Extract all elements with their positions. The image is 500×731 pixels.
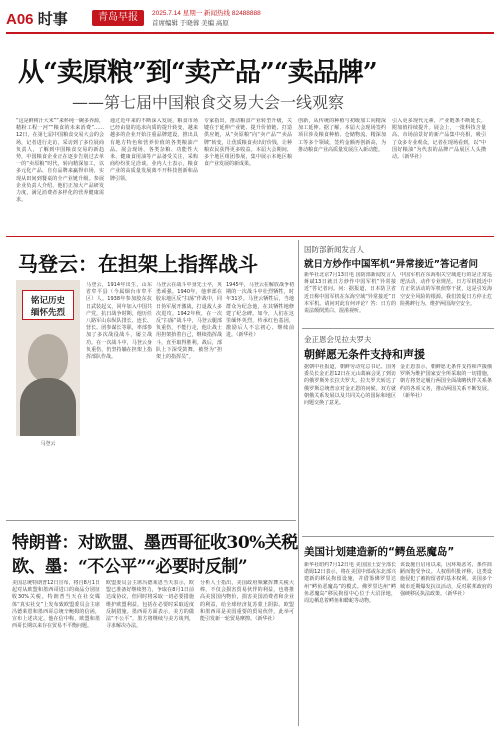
section-label [6, 8, 68, 29]
article5-col-1: 据朝中社报道，朝鲜劳动党总书记、国务委员长金正恩12日在元山葛麻会见了到访的俄罗斯外长拉夫罗夫。拉夫罗夫转达了俄罗斯总统普京对金正恩的问候。双方就朝俄关系发展以及共同关心的国际和地区问题交换了意见。 [304, 364, 396, 407]
article3-title-line-1: 特朗普：对欧盟、墨西哥征收30%关税 [12, 533, 298, 553]
header-rule [6, 32, 494, 34]
article5-title: 朝鲜愿无条件支持和声援 [304, 348, 425, 361]
article6-col-2: 该设施自启用以来，因环境恶劣、条件简陋而饱受争议。人权组织批评称，这类设施侵犯了被拘留者的基本权利。美国多个城市近期爆发抗议活动，反对联邦政府的强硬移民执法政策。（新华社） [400, 562, 492, 597]
article5-col-2: 金正恩表示，朝鲜愿无条件支持和声援俄罗斯为维护国家安全所采取的一切措施，朝方将坚定履行两国全面战略伙伴关系条约的各项义务，推动两国关系不断发展。（新华社） [400, 364, 492, 399]
badge-line-2: 缅怀先烈 [30, 308, 65, 318]
article5-bottom-rule [302, 536, 494, 537]
article3-col-3: 分析人士指出，美国政府频繁挥舞关税大棒，不仅会损害贸易伙伴的利益，也将推高美国国内物价，损害美国消费者和企业的利益，给全球经济复苏蒙上阴影。欧盟和墨西哥是美国重要的贸易伙伴，此举可能引发新一轮贸易摩擦。（新华社） [200, 580, 294, 623]
page-header [6, 6, 494, 30]
article4-bottom-rule [302, 328, 494, 329]
portrait-body [20, 378, 76, 436]
article3-col-1: 美国总统特朗普12日宣布，将自8月1日起对从欧盟和墨西哥进口的商品分别征收30%关税。特朗普当天在社交媒体“真实社交”上发布致欧盟委员会主席冯德莱恩和墨西哥总统辛鲍姆的信函，宣布上述决定。他在信中称，欧盟和墨西哥长期以来存在贸易不平衡问题。 [12, 580, 100, 630]
section-name: 时事 [37, 11, 68, 28]
editor-line: 首席编辑 于晓蓉 美编 高原 [152, 20, 229, 27]
article2-bottom-rule [6, 520, 296, 521]
article1-title: 从“卖原粮”到“卖产品”“卖品牌” [18, 58, 377, 88]
article2-title: 马登云：在担架上指挥战斗 [18, 252, 258, 276]
article5-kicker: 金正恩会见拉夫罗夫 [304, 335, 372, 344]
badge-line-1: 铭记历史 [30, 296, 65, 306]
portrait-face [28, 334, 68, 382]
newspaper-logo: 青岛早报 [92, 10, 144, 26]
article1-col-3: 专家指出，推动粮食产业转型升级，关键在于延伸产业链、提升价值链、打造供应链，从“卖原粮”向“卖产品”“卖品牌”转变，让优质粮食卖出好价钱，让种粮农民获得更多收益。本届大会期间，多个地区组团参展，集中展示本地区粮食产业发展的新成果。 [204, 118, 292, 168]
article2-col-3: 1945年，马登云在解放战争初期的一次战斗中壮烈牺牲，时年31岁。马登云牺牲后，当地群众为纪念他，在其牺牲地修建了纪念碑。如今，人们在这里缅怀英烈，传承红色基因，激励后人不忘初心、继续前进。（新华社） [226, 282, 294, 339]
issue-date-line: 2025.7.14 星期一 新闻热线 82488888 [152, 10, 261, 17]
portrait-caption: 马登云 [40, 441, 56, 447]
article4-col-1: 新华社北京7月13日电 国防部新闻发言人蒋斌13日就日方炒作中国军机“异常接近”答记者问。问：据报道，日本防卫省近日称中国军机在东海空域“异常接近”日本军机。请问对此有何评论？答：日方的说法颠倒黑白、混淆视听。 [304, 272, 396, 315]
article1-col-4: 创新，从传统的种植与初级加工向精深加工延伸。据了解，本届大会现场签约项目涉及粮食种植、仓储物流、精深加工等多个领域，签约金额再创新高，为推动粮食产业高质量发展注入新动能。 [298, 118, 386, 153]
memorial-badge [22, 290, 74, 320]
article1-col-1: “这是鲜树汁大米”“来杯纯一碗多养源，精粉工程一河”“粮食的未来消费”……12日，在第七届中国粮食交易大会的会场，记者进行走访，采访到了多位展商负责人，了解到中国粮食交易的新趋势，中国粮食企业正在逐步告别过去单一的“卖原粮”时代，转向精深加工，以多元化产品、自有品牌来赢得市场，实现从田间到餐桌的全产业链升级。参展企业负责人介绍，他们正加大产品研发力度，满足消费者多样化的营养健康需求。 [16, 118, 104, 204]
article1-col-2: 通过近年来的不断深入发展，粮食市场已经由量的追求向质的提升转变，越来越多的企业开始注重品牌建设，推出具有地方特色和营养价值的各类粮油产品。展会现场，各类杂粮、功能性大米、健康食用油等产品备受关注，采购商纷纷驻足洽谈。业内人士表示，粮食产业的高质量发展离不开科技创新和品牌引领。 [110, 118, 198, 182]
article3-col-2: 欧盟委员会主席冯德莱恩当天表示，欧盟已准备好继续努力，争取在8月1日前达成协议，但同时将采取一切必要措施维护欧盟利益，包括在必要时采取适度反制措施。墨西哥方面表示，美方的做法“不公平”，墨方将继续与美方谈判，寻求解决办法。 [106, 580, 194, 630]
article2-col-2: 马登云在战斗中身先士卒，英勇顽强。1940年，他率部在胶东地区反“扫荡”作战中，同日伪军展开激战，打退敌人多次进攻。1942年秋，在一次反“扫荡”战斗中，马登云腿部负重伤，不能行走，他让战士用担架抬着自己，继续指挥战斗，直至取得胜利。战后，部队上下深受鼓舞，被誉为“担架上的指挥员”。 [156, 282, 222, 361]
section-number: A06 [6, 11, 34, 28]
article4-title: 就日方炒作中国军机“异常接近”答记者问 [304, 259, 478, 270]
article6-col-1: 新华社纽约7月12日电 美国国土安全部长诺姆12日表示，将在美国中部或东北部兴建新的移民拘留设施，并借鉴佛罗里达州“鳄鱼恶魔岛”的模式。佛罗里达州“鳄鱼恶魔岛”移民拘留中心位于大沼泽地，周边栖息着鳄鱼和蟒蛇等动物。 [304, 562, 396, 605]
article1-subtitle: ——第七届中国粮食交易大会一线观察 [72, 93, 345, 112]
article4-col-2: 中国军机在东海相关空域进行的是正常巡逻活动，动作专业规范。日方军机抵近中方正常活动的军机侦察干扰，这是引发海空安全风险的根源。我们敦促日方停止危险挑衅行为，维护两国海空安全。 [400, 272, 492, 307]
article4-kicker: 国防部新闻发言人 [304, 245, 364, 254]
portrait-photo [16, 280, 80, 447]
article2-col-1: 马登云，1914年出生，山东省牟平县（今属烟台市牟平区）人。1938年参加胶东抗日武装起义，同年加入中国共产党。抗日战争时期，他历任八路军山东纵队排长、连长、营长、团参谋长等职，率部参加了多次战役战斗，屡立战功。在一次战斗中，马登云身负重伤，仍坚持躺在担架上指挥部队作战。 [86, 282, 152, 361]
article3-title-line-2: 欧、墨：“不公平”“必要时反制” [12, 557, 248, 577]
article6-title: 美国计划建造新的“鳄鱼恶魔岛” [304, 546, 455, 558]
article1-bottom-rule [6, 236, 494, 237]
article1-col-5: 引入更多现代元素，产业链条不断延长，附加值持续提升。展会上，一批科技含量高、市场前景好的新产品集中亮相，吸引了众多专业观众。记者在现场看到，以“中国好粮油”为代表的品牌产品展区人头攒动。（新华社） [392, 118, 486, 161]
main-column-divider [298, 240, 299, 726]
